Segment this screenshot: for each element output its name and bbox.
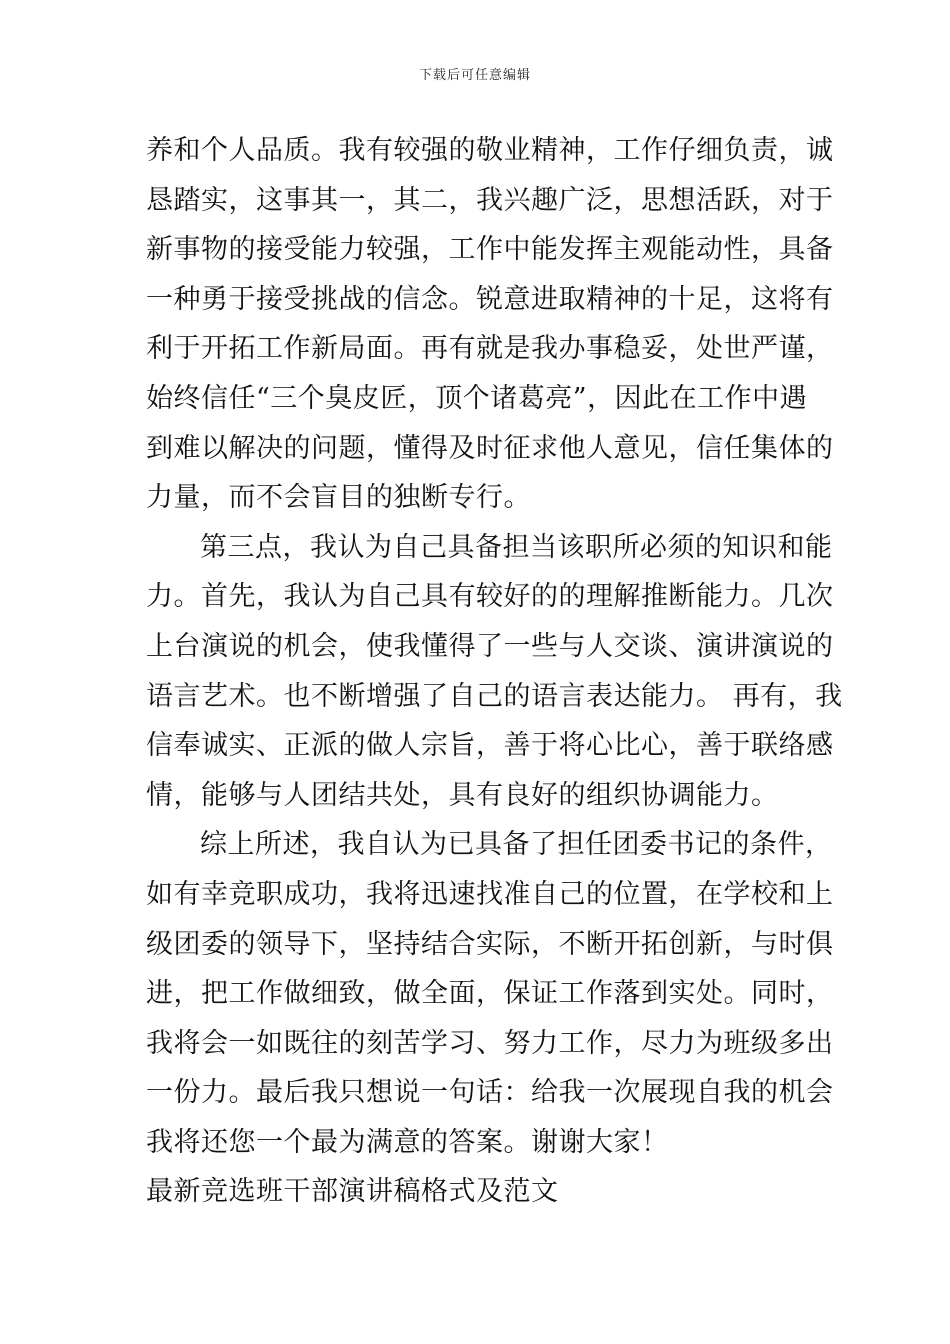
- paragraph-start-line: 综上所述，我自认为已具备了担任团委书记的条件，: [200, 829, 833, 861]
- text-line: 新事物的接受能力较强，工作中能发挥主观能动性，具备: [146, 234, 834, 266]
- text-line: 到难以解决的问题，懂得及时征求他人意见，信任集体的: [146, 432, 834, 464]
- paragraph-start-line: 第三点，我认为自己具备担当该职所必须的知识和能: [200, 531, 833, 563]
- section-title: 最新竞选班干部演讲稿格式及范文: [146, 1176, 559, 1208]
- text-line: 力。首先，我认为自己具有较好的的理解推断能力。几次: [146, 581, 834, 613]
- text-line: 情，能够与人团结共处，具有良好的组织协调能力。: [146, 779, 779, 811]
- document-body: [146, 126, 843, 1217]
- text-line: 信奉诚实、正派的做人宗旨，善于将心比心，善于联络感: [146, 730, 834, 762]
- text-line: 我将还您一个最为满意的答案。谢谢大家！: [146, 1126, 669, 1158]
- text-line: 我将会一如既往的刻苦学习、努力工作，尽力为班级多出: [146, 1027, 834, 1059]
- text-line: 进，把工作做细致，做全面，保证工作落到实处。同时，: [146, 978, 834, 1010]
- text-line: 一种勇于接受挑战的信念。锐意进取精神的十足，这将有: [146, 283, 834, 315]
- text-line: 利于开拓工作新局面。再有就是我办事稳妥，处世严谨，: [146, 333, 834, 365]
- text-line: 上台演说的机会，使我懂得了一些与人交谈、演讲演说的: [146, 630, 834, 662]
- text-line: 恳踏实，这事其一，其二，我兴趣广泛，思想活跃，对于: [146, 184, 834, 216]
- text-line: 养和个人品质。我有较强的敬业精神，工作仔细负责，诚: [146, 135, 834, 166]
- text-line: 力量，而不会盲目的独断专行。: [146, 482, 531, 514]
- text-line: 级团委的领导下，坚持结合实际，不断开拓创新，与时俱: [146, 928, 834, 960]
- text-line: 语言艺术。也不断增强了自己的语言表达能力。 再有，我: [146, 680, 843, 712]
- text-line: 始终信任“三个臭皮匠，顶个诸葛亮”，因此在工作中遇: [146, 382, 808, 414]
- page-header: 下载后可任意编辑: [418, 68, 531, 83]
- text-line: 如有幸竞职成功，我将迅速找准自己的位置，在学校和上: [146, 878, 834, 910]
- text-line: 一份力。最后我只想说一句话：给我一次展现自我的机会: [146, 1077, 834, 1109]
